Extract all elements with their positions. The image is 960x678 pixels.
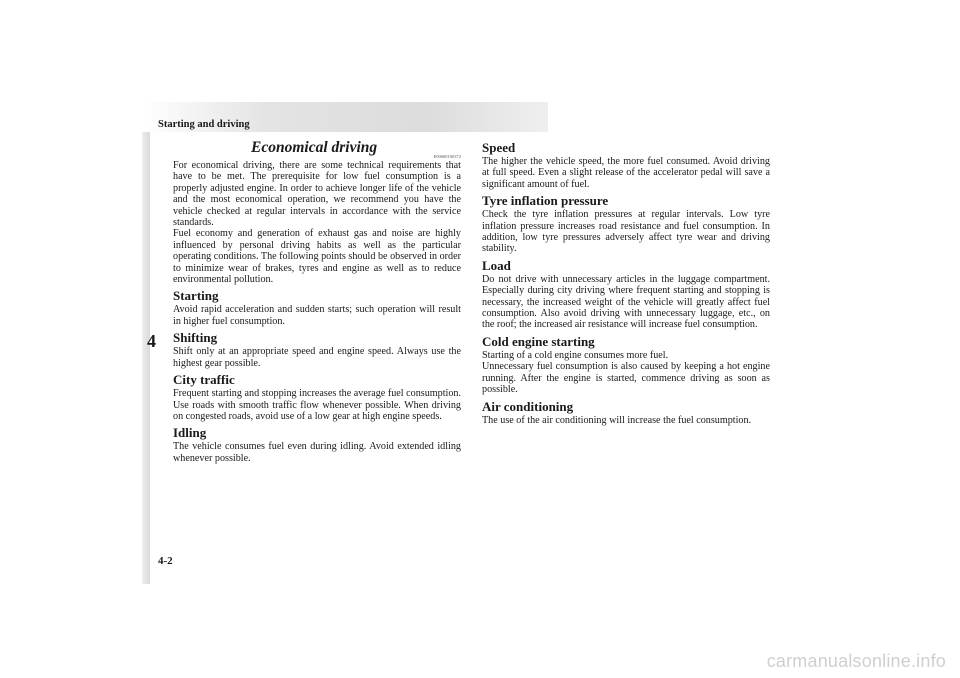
chapter-side-tab [142,132,150,584]
heading-city-traffic: City traffic [173,372,235,388]
heading-idling: Idling [173,425,207,441]
text-load: Do not drive with unnecessary articles in the luggage compartment. Especially during city driving where frequent starting and stopping is necessary, the increased weight of the vehicle will greatly affect fuel consumption. Also avoid driving with unnecessary luggage, etc., on the roof; the increased air resistance will increase fuel consumption. [482,273,770,331]
header-title: Starting and driving [158,119,250,130]
page-number: 4-2 [158,555,173,567]
reference-code: E00600100372 [433,154,461,159]
heading-air-conditioning: Air conditioning [482,398,574,414]
text-air-conditioning: The use of the air conditioning will increase the fuel consumption. [482,414,752,426]
text-city-traffic: Frequent starting and stopping increases the average fuel consumption. Use roads with smooth traffic flow whenever possible. When driving on congested roads, avoid use of a low gear at high engine speeds. [173,388,461,422]
watermark: carmanualsonline.info [766,651,946,671]
text-tyre-pressure: Check the tyre inflation pressures at regular intervals. Low tyre inflation pressure increases road resistance and fuel consumption. In addition, low tyre pressures adversely affect tyre wear and driving stability. [482,209,770,255]
heading-load: Load [482,257,511,273]
heading-cold-engine: Cold engine starting [482,333,595,349]
text-speed: The higher the vehicle speed, the more fuel consumed. Avoid driving at full speed. Even a slight release of the accelerator pedal will save a significant amount of fuel. [482,156,770,190]
section-title: Economical driving [251,139,378,156]
left-column [173,140,461,464]
heading-speed: Speed [482,140,516,155]
intro-paragraph: Fuel economy and generation of exhaust gas and noise are highly influenced by personal driving habits as well as the particular operating conditions. The following points should be observed in order to minimize wear of brakes, tyres and engine as well as to reduce environmental pollution. [173,228,461,286]
text-cold-engine: Starting of a cold engine consumes more fuel. [482,349,669,361]
chapter-number: 4 [147,331,156,351]
text-starting: Avoid rapid acceleration and sudden starts; such operation will result in higher fuel consumption. [173,304,461,327]
right-column [482,140,770,426]
text-shifting: Shift only at an appropriate speed and engine speed. Always use the highest gear possible. [173,346,461,369]
heading-starting: Starting [173,288,219,304]
heading-tyre-pressure: Tyre inflation pressure [482,193,609,209]
intro-paragraph: For economical driving, there are some technical requirements that have to be met. The prerequisite for low fuel consumption is a properly adjusted engine. In order to achieve longer life of the vehicle and the most economical operation, we recommend you have the vehicle checked at regular intervals in accordance with the service standards. [173,160,461,229]
heading-shifting: Shifting [173,330,218,346]
text-cold-engine-2: Unnecessary fuel consumption is also caused by keeping a hot engine running. After the engine is started, commence driving as soon as possible. [482,361,770,396]
text-idling: The vehicle consumes fuel even during idling. Avoid extended idling whenever possible. [173,441,461,464]
